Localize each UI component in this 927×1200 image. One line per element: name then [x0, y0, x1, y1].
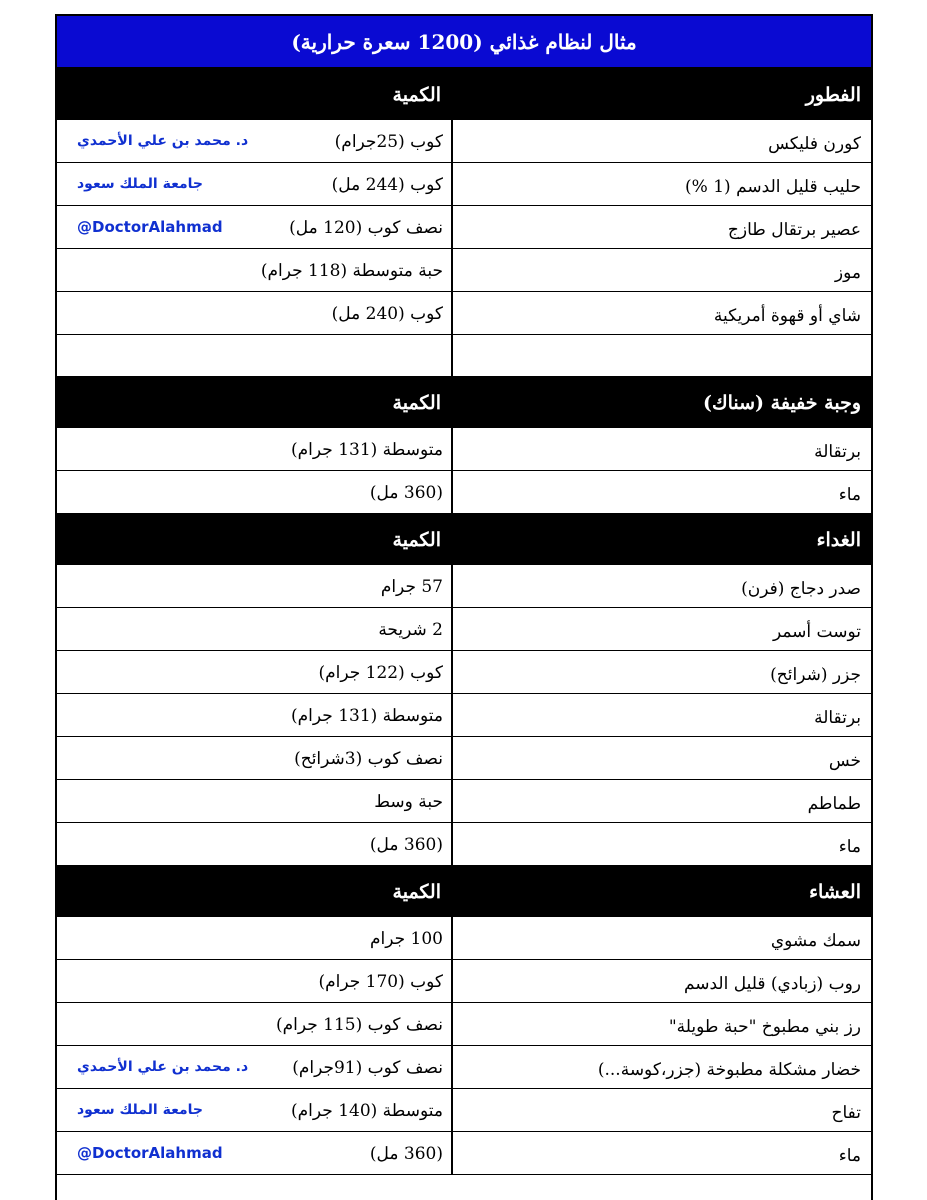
section-header: [57, 514, 871, 565]
table-row: [57, 471, 871, 514]
quantity-value: 57 جرام: [380, 577, 443, 597]
section-header: [57, 377, 871, 428]
table-row: [57, 780, 871, 823]
food-item: موز: [451, 249, 871, 291]
quantity-value: (360 مل): [369, 1144, 443, 1164]
quantity-cell: [57, 917, 451, 959]
food-item: عصير برتقال طازج: [451, 206, 871, 248]
table-row: [57, 694, 871, 737]
table-row: [57, 737, 871, 780]
quantity-cell: [57, 163, 451, 205]
table-row: [57, 1132, 871, 1175]
quantity-cell: [57, 1132, 451, 1174]
author-note: جامعة الملك سعود: [77, 1102, 203, 1118]
quantity-value: 2 شريحة: [378, 620, 443, 640]
food-item: خضار مشكلة مطبوخة (جزر،كوسة...): [451, 1046, 871, 1088]
table-row: [57, 206, 871, 249]
table-row: [57, 651, 871, 694]
quantity-value: نصف كوب (3شرائح): [294, 749, 443, 769]
quantity-cell: [57, 565, 451, 607]
quantity-cell: [57, 206, 451, 248]
quantity-value: نصف كوب (115 جرام): [275, 1015, 443, 1035]
food-item: برتقالة: [451, 694, 871, 736]
quantity-cell: [57, 292, 451, 334]
quantity-value: نصف كوب (120 مل): [289, 218, 443, 238]
diet-table: [55, 14, 873, 1200]
table-row: [57, 960, 871, 1003]
quantity-header: الكمية: [392, 391, 441, 414]
table-row: [57, 249, 871, 292]
food-item: ماء: [451, 823, 871, 865]
author-note: @DoctorAlahmad: [77, 1144, 223, 1162]
table-row: [57, 1046, 871, 1089]
food-item: ماء: [451, 471, 871, 513]
quantity-value: متوسطة (140 جرام): [291, 1101, 443, 1121]
table-row: [57, 608, 871, 651]
quantity-value: (360 مل): [369, 835, 443, 855]
quantity-value: كوب (244 مل): [331, 175, 443, 195]
table-row: [57, 428, 871, 471]
section-header: [57, 866, 871, 917]
quantity-cell: [57, 694, 451, 736]
quantity-cell: [57, 960, 451, 1002]
quantity-cell: [57, 1003, 451, 1045]
food-item: توست أسمر: [451, 608, 871, 650]
food-item: رز بني مطبوخ "حبة طويلة": [451, 1003, 871, 1045]
table-row: [57, 335, 871, 377]
quantity-value: حبة وسط: [374, 792, 443, 812]
table-body: [57, 69, 871, 1175]
quantity-value: كوب (122 جرام): [318, 663, 443, 683]
table-row: [57, 823, 871, 866]
food-item: تفاح: [451, 1089, 871, 1131]
table-title: مثال لنظام غذائي (1200 سعرة حرارية): [57, 16, 871, 69]
table-row: [57, 1089, 871, 1132]
food-item: كورن فليكس: [451, 120, 871, 162]
author-note: د. محمد بن علي الأحمدي: [77, 133, 249, 149]
table-row: [57, 1003, 871, 1046]
food-item: ماء: [451, 1132, 871, 1174]
quantity-cell: [57, 120, 451, 162]
author-note: جامعة الملك سعود: [77, 176, 203, 192]
author-note: د. محمد بن علي الأحمدي: [77, 1059, 249, 1075]
quantity-value: كوب (170 جرام): [318, 972, 443, 992]
quantity-cell: [57, 335, 451, 376]
food-item: خس: [451, 737, 871, 779]
quantity-value: (360 مل): [369, 483, 443, 503]
quantity-cell: [57, 428, 451, 470]
quantity-value: متوسطة (131 جرام): [291, 706, 443, 726]
table-row: [57, 565, 871, 608]
table-row: [57, 917, 871, 960]
food-item: روب (زبادي) قليل الدسم: [451, 960, 871, 1002]
food-item: حليب قليل الدسم (1 %): [451, 163, 871, 205]
quantity-value: كوب (25جرام): [334, 132, 443, 152]
quantity-cell: [57, 780, 451, 822]
quantity-cell: [57, 651, 451, 693]
section-title: وجبة خفيفة (سناك): [702, 391, 861, 414]
quantity-header: الكمية: [392, 83, 441, 106]
section-title: العشاء: [809, 880, 861, 903]
quantity-value: نصف كوب (91جرام): [292, 1058, 443, 1078]
quantity-header: الكمية: [392, 880, 441, 903]
food-item: طماطم: [451, 780, 871, 822]
quantity-cell: [57, 1089, 451, 1131]
table-row: [57, 163, 871, 206]
quantity-cell: [57, 608, 451, 650]
section-title: الفطور: [805, 83, 861, 106]
quantity-header: الكمية: [392, 528, 441, 551]
table-row: [57, 292, 871, 335]
food-item: جزر (شرائح): [451, 651, 871, 693]
food-item: سمك مشوي: [451, 917, 871, 959]
quantity-value: حبة متوسطة (118 جرام): [260, 261, 443, 281]
quantity-value: متوسطة (131 جرام): [291, 440, 443, 460]
food-item: [451, 335, 871, 376]
food-item: شاي أو قهوة أمريكية: [451, 292, 871, 334]
table-row: [57, 120, 871, 163]
quantity-cell: [57, 823, 451, 865]
quantity-cell: [57, 737, 451, 779]
food-item: صدر دجاج (فرن): [451, 565, 871, 607]
quantity-cell: [57, 249, 451, 291]
quantity-value: كوب (240 مل): [331, 304, 443, 324]
quantity-cell: [57, 1046, 451, 1088]
section-header: [57, 69, 871, 120]
quantity-value: 100 جرام: [370, 929, 443, 949]
food-item: برتقالة: [451, 428, 871, 470]
author-note: @DoctorAlahmad: [77, 218, 223, 236]
quantity-cell: [57, 471, 451, 513]
section-title: الغداء: [816, 528, 861, 551]
